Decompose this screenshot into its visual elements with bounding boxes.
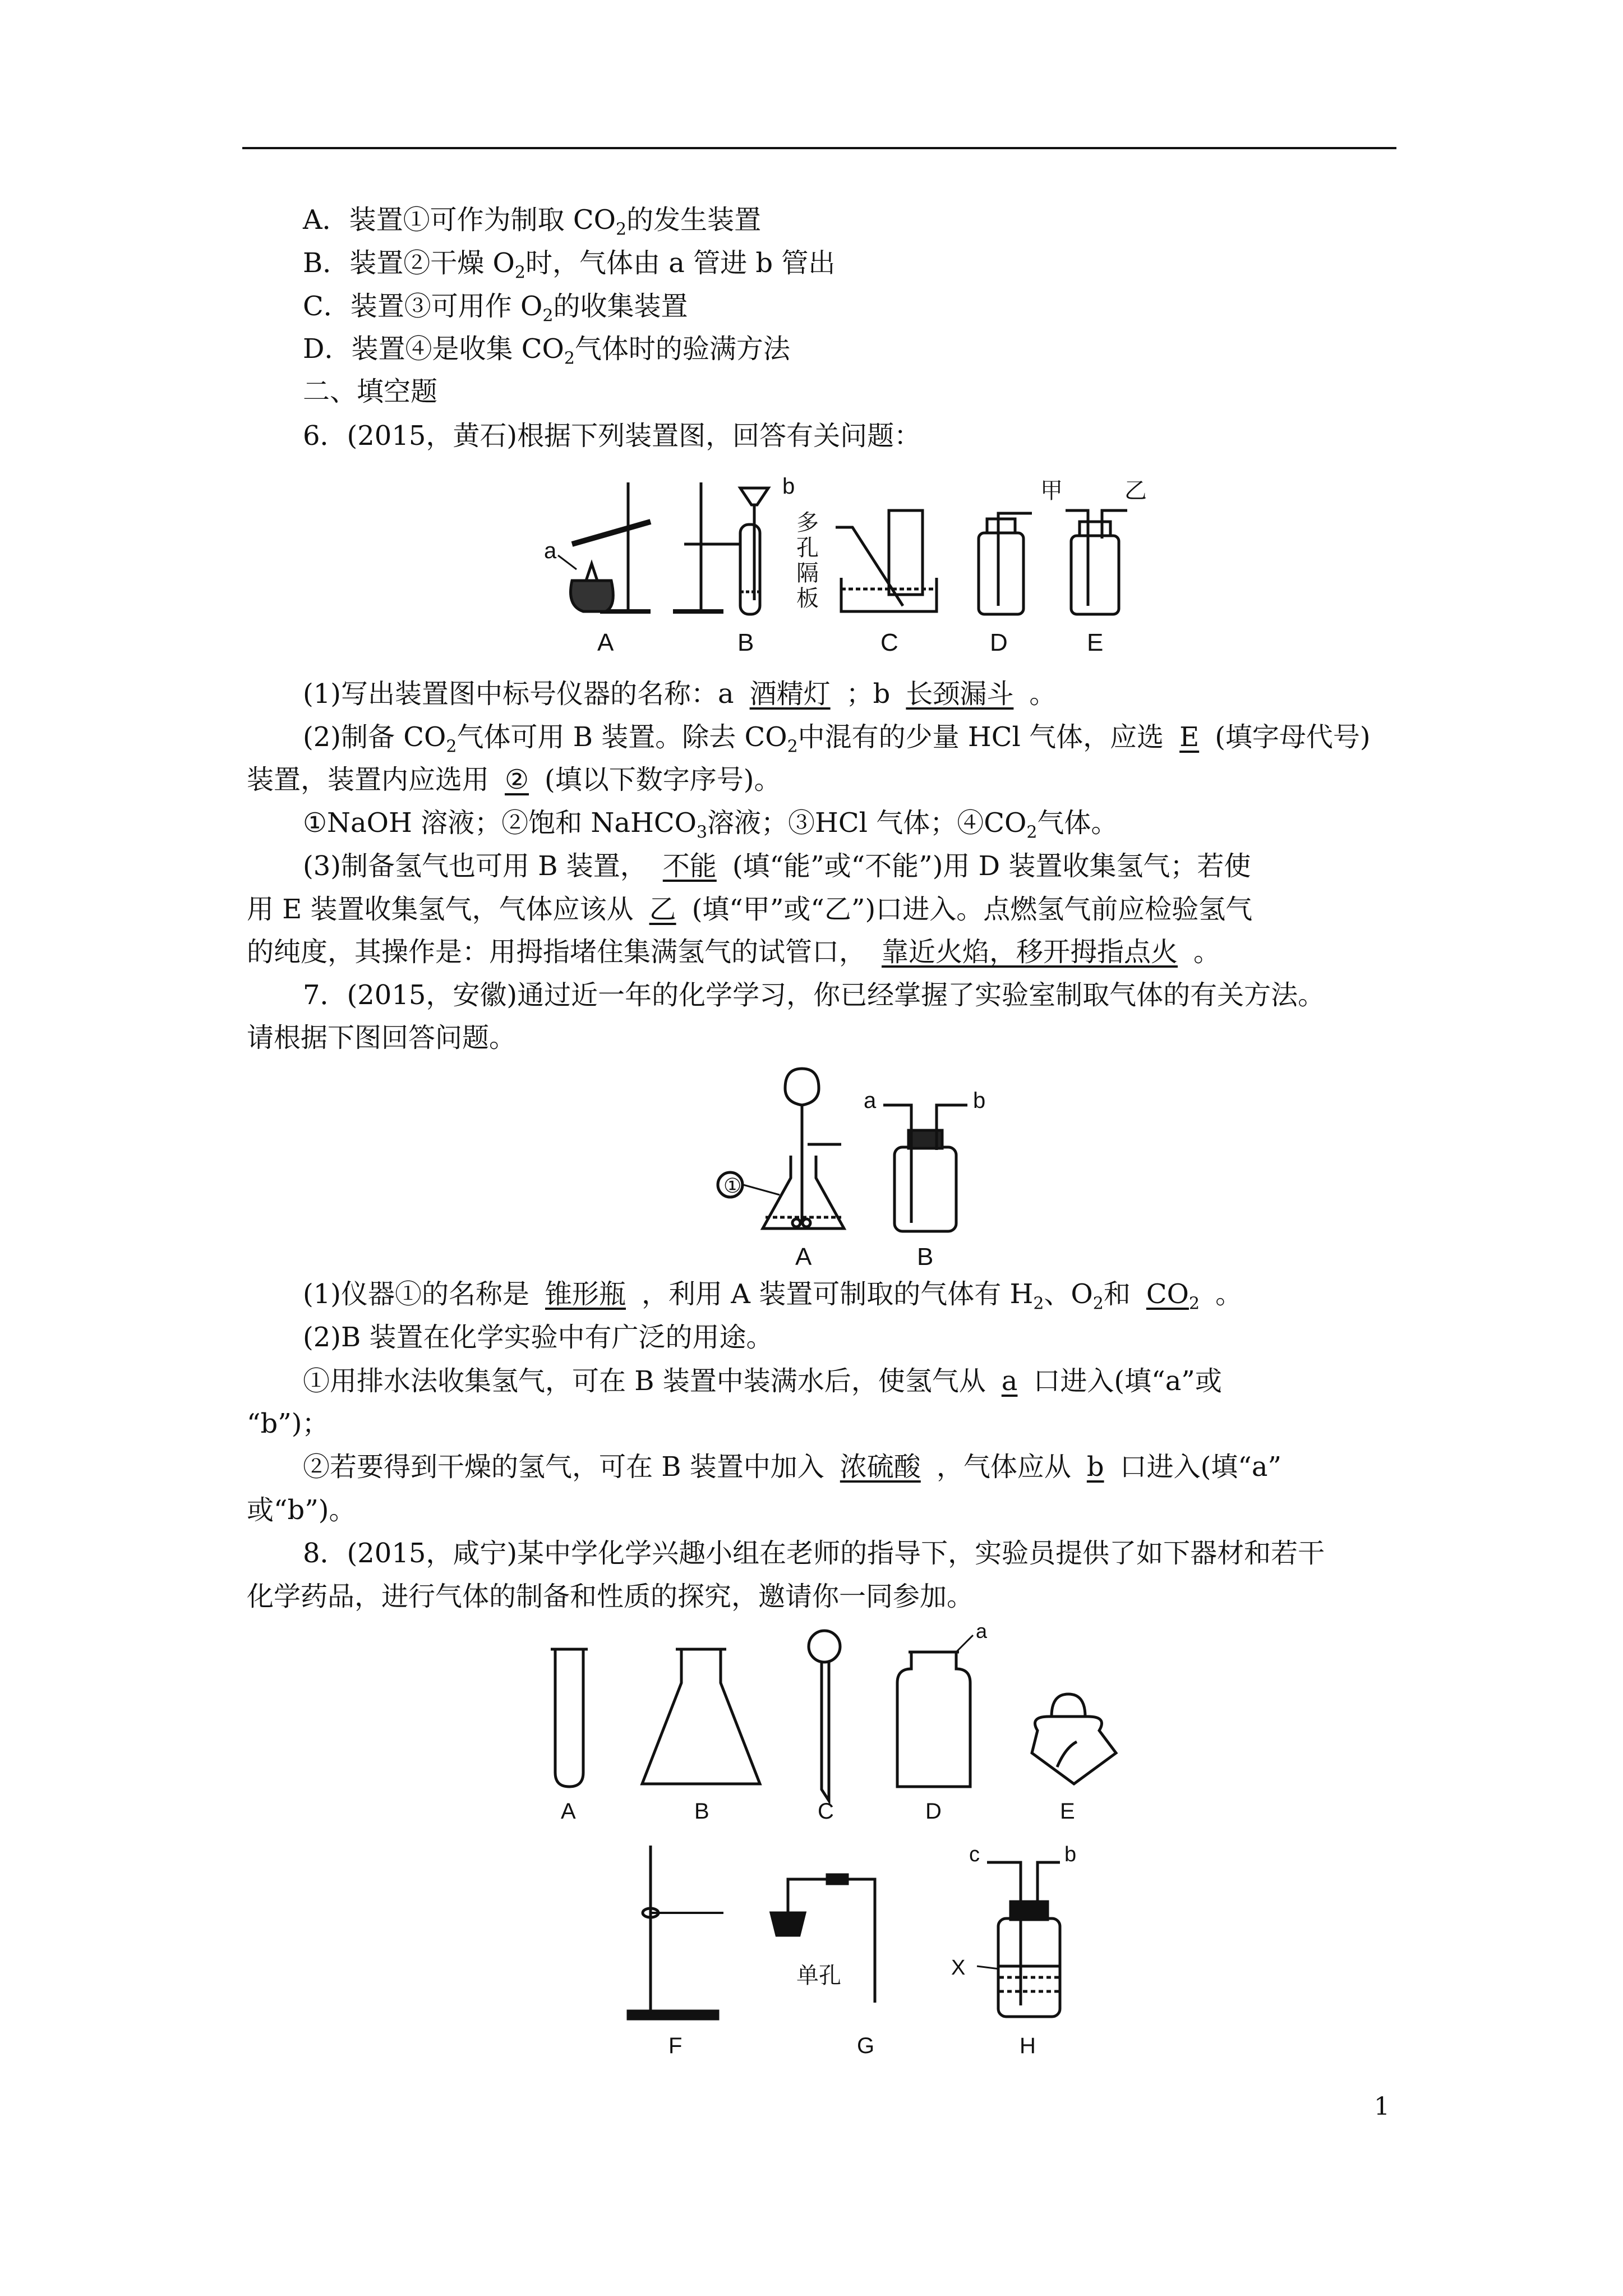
q6-label-a: a bbox=[544, 539, 557, 563]
q8-label-E: E bbox=[1060, 1799, 1075, 1824]
q8-label-x: X bbox=[951, 1956, 966, 1980]
q7-part2: (2)B 装置在化学实验中有广泛的用途。 bbox=[303, 1322, 773, 1353]
q6-part2a: (2)制备 $CO_2$气体可用 B 装置。除去 $CO_2$中混有的少量 HCl 气体，应选 E (填字母代号) bbox=[303, 721, 1371, 757]
q8-stem-2: 化学药品，进行气体的制备和性质的探究，邀请你一同参加。 bbox=[247, 1581, 974, 1612]
q8-label-H: H bbox=[1020, 2033, 1036, 2058]
q7-label-b: b bbox=[973, 1088, 986, 1113]
q6-label-A: A bbox=[597, 629, 614, 656]
q6-part2b: 装置，装置内应选用 ② (填以下数字序号)。 bbox=[247, 764, 781, 795]
q6-label-b: b bbox=[782, 474, 795, 499]
q7-part2b-1: ②若要得到干燥的氢气，可在 B 装置中加入 浓硫酸 ，气体应从 b 口进入(填“a” bbox=[303, 1451, 1281, 1483]
header-rule bbox=[242, 147, 1396, 149]
q8-label-G: G bbox=[857, 2033, 875, 2058]
q8-single-hole-label: 单孔 bbox=[796, 1963, 841, 1988]
q7-label-B: B bbox=[917, 1243, 934, 1271]
q6-part3b: 用 E 装置收集氢气，气体应该从 乙 (填“甲”或“乙”)口进入。点燃氢气前应检验氢气 bbox=[247, 894, 1253, 925]
q6-part3a: (3)制备氢气也可用 B 装置， 不能 (填“能”或“不能”)用 D 装置收集氢气；若使 bbox=[303, 850, 1251, 882]
q7-apparatus-figure bbox=[712, 1066, 1004, 1273]
q6-porous-2: 孔 bbox=[796, 536, 819, 560]
q6-label-yi: 乙 bbox=[1124, 478, 1147, 503]
q8-label-F: F bbox=[668, 2033, 683, 2058]
q6-label-C: C bbox=[880, 629, 898, 656]
q7-stem-2: 请根据下图回答问题。 bbox=[247, 1022, 517, 1053]
q7-part2a-1: ①用排水法收集氢气，可在 B 装置中装满水后，使氢气从 a 口进入(填“a”或 bbox=[303, 1365, 1222, 1397]
option-a: A．装置①可作为制取 $CO_2$的发生装置 bbox=[303, 204, 762, 240]
q8-label-c: c bbox=[969, 1843, 980, 1866]
section-title: 二、填空题 bbox=[303, 376, 438, 407]
q7-part2a-2: “b”)； bbox=[247, 1408, 329, 1439]
q6-stem: 6．(2015，黄石)根据下列装置图，回答有关问题： bbox=[303, 420, 921, 452]
q8-label-a: a bbox=[976, 1621, 988, 1642]
q8-label-A: A bbox=[561, 1799, 576, 1824]
q6-label-E: E bbox=[1087, 629, 1104, 656]
option-d: D．装置④是收集 $CO_2$气体时的验满方法 bbox=[303, 333, 790, 369]
q7-label-a: a bbox=[864, 1088, 877, 1113]
q6-label-D: D bbox=[990, 629, 1008, 656]
q7-part1: (1)仪器①的名称是 锥形瓶 ，利用 A 装置可制取的气体有 $H_2$、$O_2$和 $CO_2$ 。 bbox=[303, 1278, 1243, 1314]
page-number: 1 bbox=[1374, 2092, 1390, 2121]
q6-part2c: ①NaOH 溶液；②饱和 NaHCO$_3$溶液；③HCl 气体；$④CO_2$气体。 bbox=[303, 807, 1118, 843]
option-b: B．装置②干燥 $O_2$时，气体由 a 管进 b 管出 bbox=[303, 247, 836, 283]
q6-part1: (1)写出装置图中标号仪器的名称：a 酒精灯 ；b 长颈漏斗 。 bbox=[303, 678, 1057, 710]
q8-label-D: D bbox=[925, 1799, 942, 1824]
q7-part2b-2: 或“b”)。 bbox=[247, 1494, 356, 1526]
q8-label-C: C bbox=[818, 1799, 834, 1824]
q6-part3c: 的纯度，其操作是：用拇指堵住集满氢气的试管口， 靠近火焰，移开拇指点火 。 bbox=[247, 936, 1221, 968]
q8-equipment-figure-2 bbox=[606, 1834, 1110, 2059]
q6-label-jia: 甲 bbox=[1040, 478, 1063, 503]
option-c: C．装置③可用作 $O_2$的收集装置 bbox=[303, 291, 688, 326]
q8-equipment-figure-1 bbox=[538, 1621, 1155, 1829]
q7-label-circle1: ① bbox=[723, 1174, 742, 1197]
q6-porous-4: 板 bbox=[796, 586, 819, 611]
q8-label-B: B bbox=[694, 1799, 709, 1824]
q7-stem-1: 7．(2015，安徽)通过近一年的化学学习，你已经掌握了实验室制取气体的有关方法。 bbox=[303, 979, 1325, 1011]
q8-stem-1: 8．(2015，咸宁)某中学化学兴趣小组在老师的指导下，实验员提供了如下器材和若干 bbox=[303, 1538, 1325, 1569]
q6-porous-3: 隔 bbox=[796, 561, 819, 586]
q6-porous-1: 多 bbox=[796, 510, 819, 535]
q6-label-B: B bbox=[737, 629, 754, 656]
q6-apparatus-figure bbox=[533, 471, 1166, 662]
q7-label-A: A bbox=[795, 1243, 812, 1271]
q8-label-b: b bbox=[1064, 1843, 1077, 1866]
